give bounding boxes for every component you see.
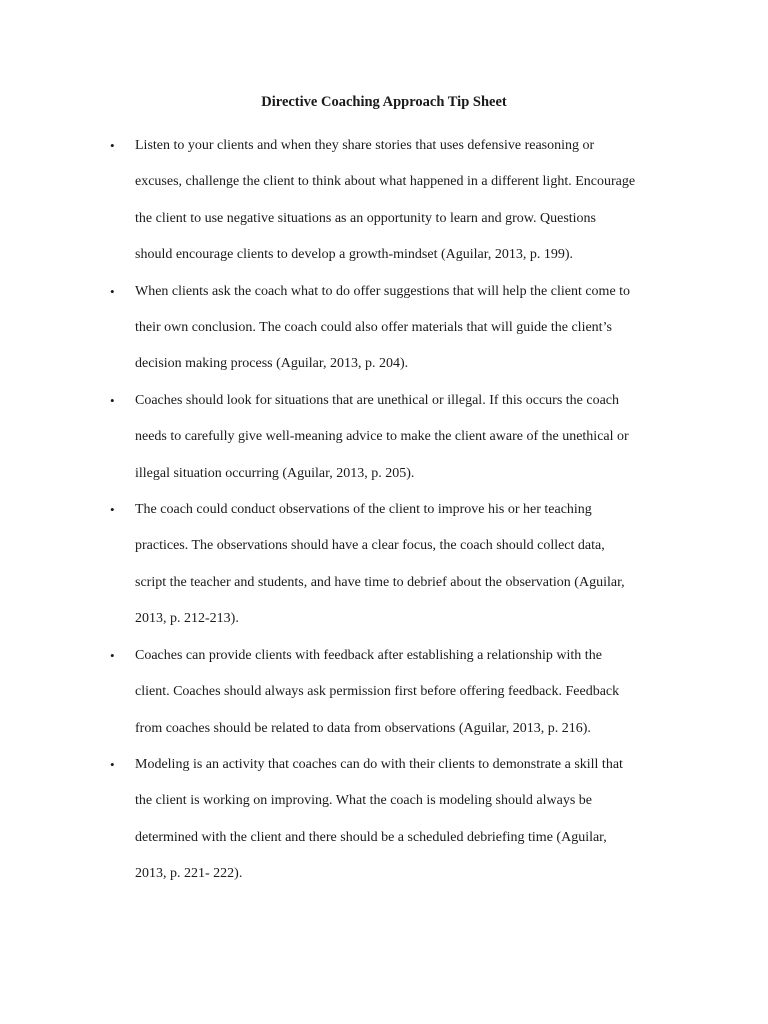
bullet-icon: •	[110, 138, 115, 153]
tip-item	[0, 128, 768, 274]
tip-text: Coaches should look for situations that are unethical or illegal. If this occurs the coach needs to carefully give well-meaning advice to make the client aware of the unethical or illegal situation occurring (Aguilar, 2013, p. 205).	[135, 392, 629, 481]
tip-item	[0, 383, 768, 492]
bullet-icon: •	[110, 647, 115, 663]
tip-text: Modeling is an activity that coaches can do with their clients to demonstrate a skill that the client is working on improving. What the coach is modeling should always be determined with the client and there should be a scheduled debriefing time (Aguilar, 2013, p. 221- 222).	[135, 756, 623, 882]
bullet-icon: •	[110, 756, 115, 772]
tip-item	[0, 274, 768, 383]
tip-text: Coaches can provide clients with feedback after establishing a relationship with the client. Coaches should always ask permission first before offering feedback. Feedback from coaches should be related to data from observations (Aguilar, 2013, p. 216).	[135, 647, 620, 736]
tip-list	[0, 128, 768, 893]
document-title	[0, 92, 768, 112]
bullet-icon: •	[110, 392, 115, 408]
tip-item	[0, 492, 768, 638]
tip-item	[0, 747, 768, 893]
tip-item	[0, 638, 768, 747]
tip-text: Listen to your clients and when they share stories that uses defensive reasoning or excuses, challenge the client to think about what happened in a different light. Encourage the client to use negative situations as an opportunity to learn and grow. Questions should encourage clients to develop a growth-mindset (Aguilar, 2013, p. 199).	[135, 138, 636, 263]
tip-text: When clients ask the coach what to do offer suggestions that will help the client come to their own conclusion. The coach could also offer materials that will guide the client’s decision making process (Aguilar, 2013, p. 204).	[135, 283, 631, 372]
bullet-icon: •	[110, 283, 115, 299]
bullet-icon: •	[110, 502, 115, 518]
tip-text: The coach could conduct observations of the client to improve his or her teaching practices. The observations should have a clear focus, the coach should collect data, script the teacher and students, and have time to debrief about the observation (Aguilar, 2013, p. 212-213).	[135, 502, 625, 627]
document-title-text: Directive Coaching Approach Tip Sheet	[261, 94, 507, 110]
